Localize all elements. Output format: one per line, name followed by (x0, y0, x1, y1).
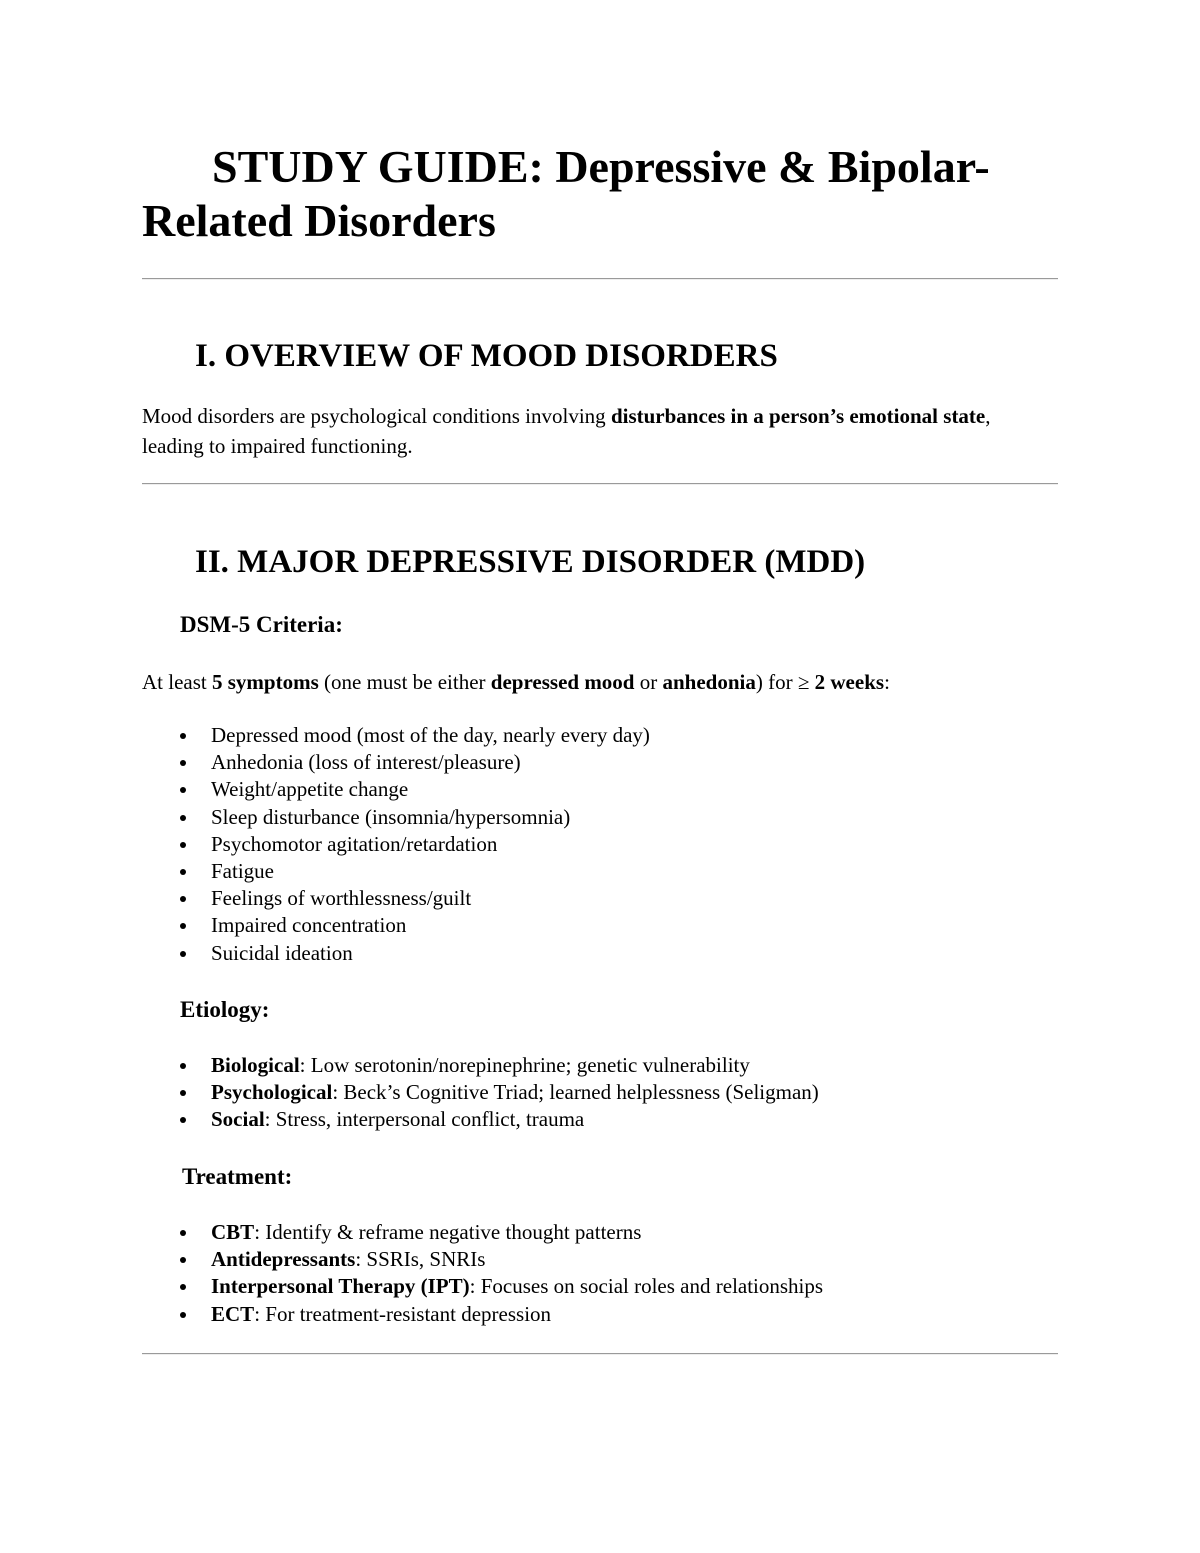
treatment-heading: Treatment: (182, 1164, 293, 1189)
divider (142, 1353, 1058, 1355)
list-item: Fatigue (142, 858, 650, 885)
list-item: ECT: For treatment-resistant depression (142, 1301, 823, 1328)
overview-paragraph: Mood disorders are psychological conditions involving disturbances in a person’s emotional state, leading to impaired functioning. (142, 404, 991, 458)
section-heading-mdd: II. MAJOR DEPRESSIVE DISORDER (MDD) (195, 544, 866, 580)
etiology-list (142, 1052, 819, 1134)
treatment-list (142, 1219, 823, 1328)
list-item: Biological: Low serotonin/norepinephrine; genetic vulnerability (142, 1052, 819, 1079)
etiology-heading: Etiology: (180, 997, 270, 1022)
list-item: Social: Stress, interpersonal conflict, trauma (142, 1106, 819, 1133)
list-item: Impaired concentration (142, 912, 650, 939)
list-item: Feelings of worthlessness/guilt (142, 885, 650, 912)
list-item: Anhedonia (loss of interest/pleasure) (142, 749, 650, 776)
list-item: Psychomotor agitation/retardation (142, 831, 650, 858)
divider (142, 278, 1058, 280)
list-item: Antidepressants: SSRIs, SNRIs (142, 1246, 823, 1273)
list-item: Weight/appetite change (142, 776, 650, 803)
list-item: Suicidal ideation (142, 940, 650, 967)
criteria-list (142, 722, 650, 967)
section-heading-overview: I. OVERVIEW OF MOOD DISORDERS (195, 338, 778, 374)
page-title (142, 140, 1042, 248)
page-title-text: STUDY GUIDE: Depressive & Bipolar-Related Disorders (142, 141, 990, 246)
list-item: Interpersonal Therapy (IPT): Focuses on social roles and relationships (142, 1273, 823, 1300)
criteria-intro: At least 5 symptoms (one must be either depressed mood or anhedonia) for ≥ 2 weeks: (142, 670, 890, 694)
list-item: Depressed mood (most of the day, nearly every day) (142, 722, 650, 749)
divider (142, 483, 1058, 485)
criteria-heading: DSM-5 Criteria: (180, 612, 343, 637)
list-item: Sleep disturbance (insomnia/hypersomnia) (142, 804, 650, 831)
list-item: Psychological: Beck’s Cognitive Triad; learned helplessness (Seligman) (142, 1079, 819, 1106)
list-item: CBT: Identify & reframe negative thought patterns (142, 1219, 823, 1246)
